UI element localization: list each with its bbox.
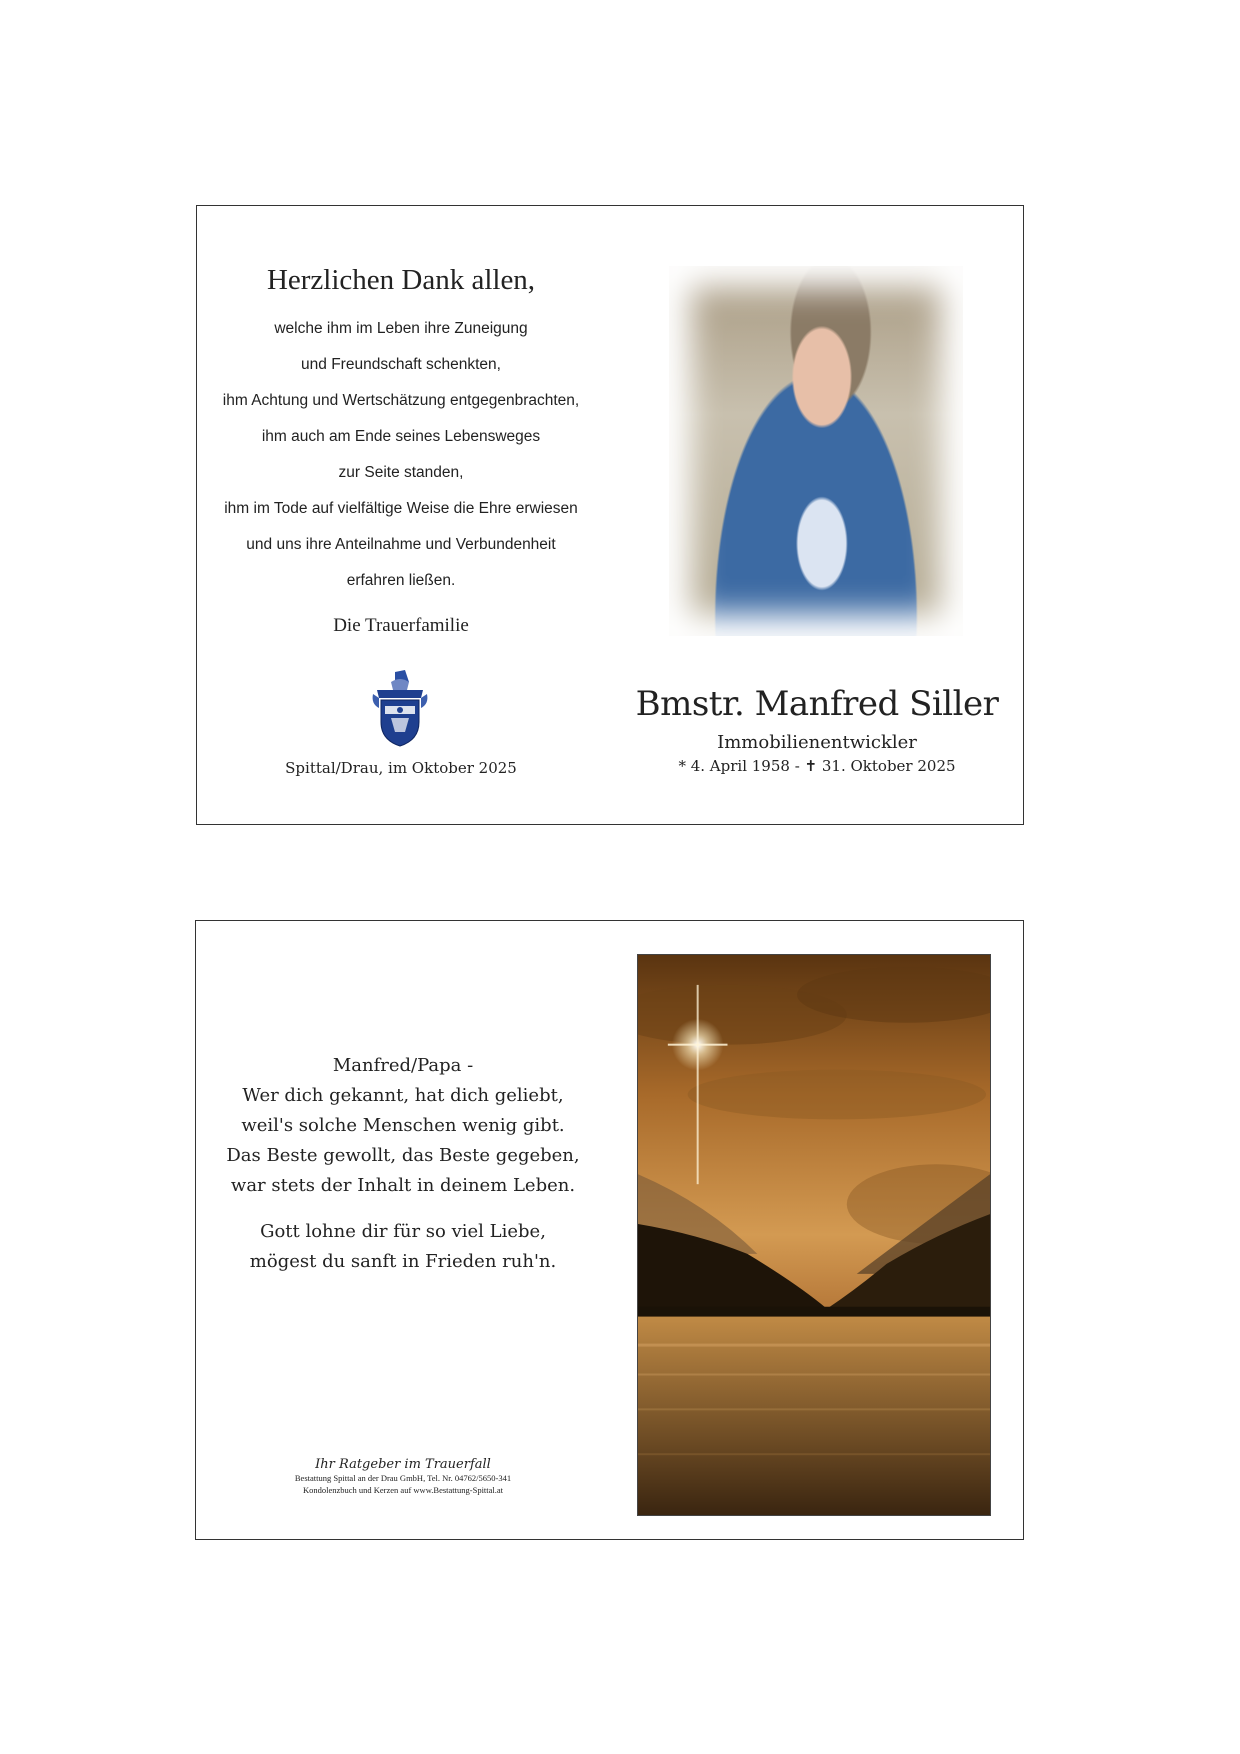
poem-line: Wer dich gekannt, hat dich geliebt, <box>242 1085 564 1106</box>
verse-line: erfahren ließen. <box>346 572 456 589</box>
verse-line: welche ihm im Leben ihre Zuneigung <box>274 320 528 337</box>
poem-line: Das Beste gewollt, das Beste gegeben, <box>226 1145 580 1166</box>
footer-tagline: Ihr Ratgeber im Trauerfall <box>315 1457 491 1472</box>
footer-website: Kondolenzbuch und Kerzen auf www.Bestattung-Spittal.at <box>302 1485 504 1495</box>
verse-line: ihm auch am Ende seines Lebensweges <box>261 428 541 445</box>
poem-line: Gott lohne dir für so viel Liebe, <box>260 1221 546 1242</box>
portrait-photo <box>669 266 963 636</box>
memorial-poem-card <box>195 920 1024 1540</box>
place-and-date: Spittal/Drau, im Oktober 2025 <box>285 759 517 777</box>
poem <box>196 1051 610 1277</box>
footer-company: Bestattung Spittal an der Drau GmbH, Tel. Nr. 04762/5650-341 <box>294 1473 512 1483</box>
verse-line: zur Seite standen, <box>338 464 464 481</box>
poem-line: Manfred/Papa - <box>332 1055 474 1076</box>
poem-line: weil's solche Menschen wenig gibt. <box>241 1115 565 1136</box>
family-signature: Die Trauerfamilie <box>333 615 469 636</box>
thank-you-card <box>196 205 1024 825</box>
coat-of-arms-icon <box>371 668 429 748</box>
deceased-info <box>609 684 1025 775</box>
verse-line: und uns ihre Anteilnahme und Verbundenheit <box>246 536 556 553</box>
poem-line: mögest du sanft in Frieden ruh'n. <box>249 1251 557 1272</box>
life-dates: * 4. April 1958 - ✝ 31. Oktober 2025 <box>678 757 956 775</box>
card-heading: Herzlichen Dank allen, <box>266 264 536 296</box>
deceased-profession: Immobilienentwickler <box>717 732 917 753</box>
sunset-lake-image <box>637 954 991 1516</box>
thank-you-text <box>197 264 605 637</box>
funeral-home-footer <box>196 1457 610 1496</box>
poem-line: war stets der Inhalt in deinem Leben. <box>230 1175 576 1196</box>
deceased-name: Bmstr. Manfred Siller <box>635 684 999 724</box>
verse-line: ihm im Tode auf vielfältige Weise die Ehre erwiesen <box>224 500 578 517</box>
verse-line: und Freundschaft schenkten, <box>301 356 501 373</box>
verse-line: ihm Achtung und Wertschätzung entgegenbrachten, <box>222 392 580 409</box>
